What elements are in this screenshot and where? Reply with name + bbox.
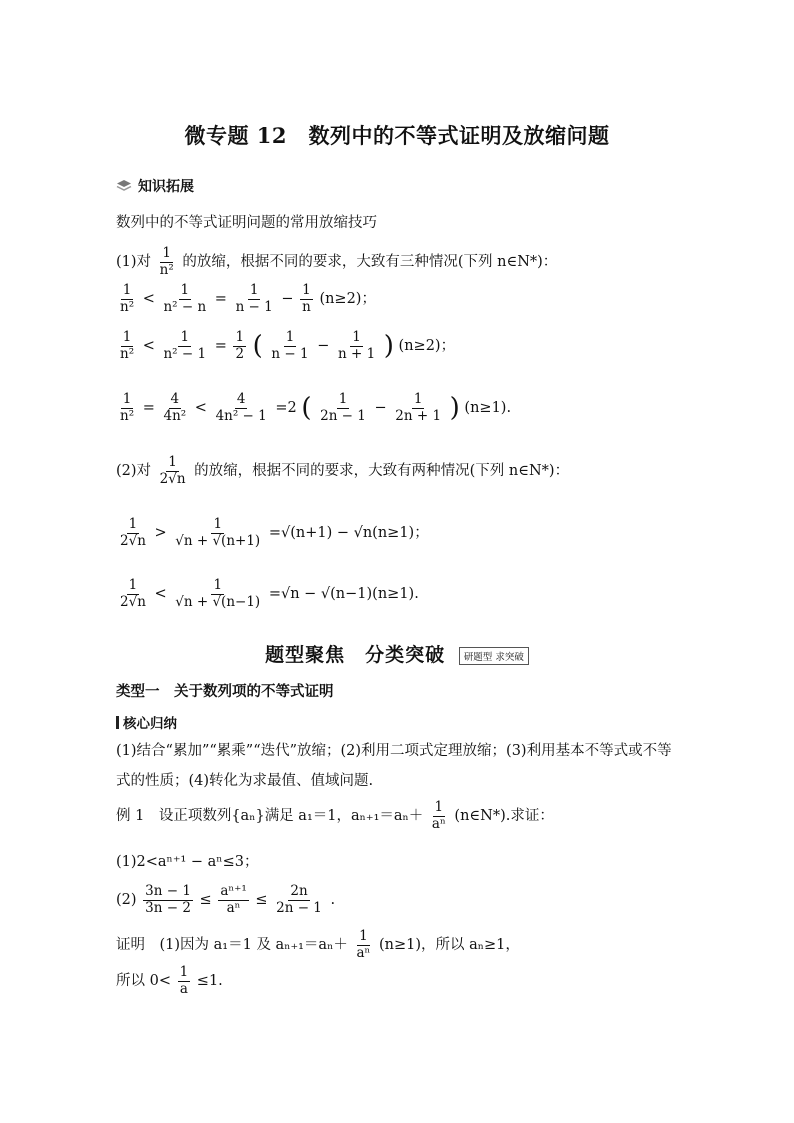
formula-1: $\frac{1}{\text{n²}}$ < $\frac{1}{\text{n² − n}}$ = $\frac{1}{n - 1}$ − $\frac{1}{n}$ (n≥2)； (120, 282, 376, 315)
item1-line (116, 246, 557, 278)
item1-suffix: 的放缩，根据不同的要求，大致有三种情况(下列 n∈N*)： (182, 254, 558, 271)
section-bar-icon (116, 716, 119, 729)
formula-4: $\frac{1}{2√n}$ > $\frac{1}{√n + √(n+1)}$ =√(n+1) − √n(n≥1)； (120, 516, 429, 549)
focus-section-tag: 研题型 求突破 (459, 647, 529, 665)
example1-question-2: (2) $\frac{3n - 1}{3n - 2}$ ≤ $\frac{\text{aⁿ⁺¹}}{\text{aⁿ}}$ ≤ $\frac{2n}{2n - 1}$ . (116, 883, 336, 916)
example1-line: 例 1 设正项数列{aₙ}满足 a₁＝1，aₙ₊₁＝aₙ＋ $\frac{1}{\text{aⁿ}}$ (n∈N*).求证： (116, 799, 554, 832)
type1-heading: 类型一 关于数列项的不等式证明 (116, 683, 334, 700)
item2-fraction: $\frac{1}{2√n}$ (159, 454, 186, 487)
core-summary-label: 核心归纳 (123, 716, 177, 732)
item1-fraction: $\frac{1}{\text{n²}}$ (159, 245, 174, 278)
formula-3: $\frac{1}{\text{n²}}$ = $\frac{4}{\text{4n²}}$ < $\frac{4}{\text{4n² − 1}}$ =2 ( $\frac{1}{2n - 1}$ − $\frac{1}{2n + 1}$ ) (n≥1). (120, 391, 512, 424)
knowledge-section-label: 知识拓展 (138, 179, 194, 195)
formula-5: $\frac{1}{2√n}$ < $\frac{1}{√n + √(n-1)}$ =√n − √(n−1)(n≥1). (120, 577, 419, 610)
example1-question-1: (1)2<aⁿ⁺¹ − aⁿ≤3； (116, 854, 259, 870)
proof-conclusion-line: 所以 0< $\frac{1}{a}$ ≤1. (116, 964, 223, 997)
proof-line: 证明 (1)因为 a₁＝1 及 aₙ₊₁＝aₙ＋ $\frac{1}{\text{aⁿ}}$ (n≥1)，所以 aₙ≥1， (116, 928, 520, 961)
core-summary-header (116, 712, 177, 732)
intro-text: 数列中的不等式证明问题的常用放缩技巧 (116, 215, 377, 231)
item1-prefix: (1)对 (116, 254, 152, 271)
knowledge-section-header (116, 176, 194, 196)
focus-section-title: 题型聚焦 分类突破 (265, 644, 446, 666)
item2-prefix: (2)对 (116, 463, 152, 480)
core-summary-text: (1)结合“累加”“累乘”“迭代”放缩；(2)利用二项式定理放缩；(3)利用基本不等式或不等式的性质；(4)转化为求最值、值域问题. (116, 743, 672, 789)
focus-section-header (0, 640, 794, 667)
formula-2: $\frac{1}{\text{n²}}$ < $\frac{1}{\text{n² − 1}}$ = $\frac{1}{2}$ ( $\frac{1}{n - 1}$ − $\frac{1}{n + 1}$ ) (n≥2)； (120, 329, 456, 362)
item2-line (116, 455, 569, 487)
page-title: 微专题 12 数列中的不等式证明及放缩问题 (184, 123, 610, 148)
item2-suffix: 的放缩，根据不同的要求，大致有两种情况(下列 n∈N*)： (194, 463, 570, 480)
layers-icon (116, 179, 132, 193)
